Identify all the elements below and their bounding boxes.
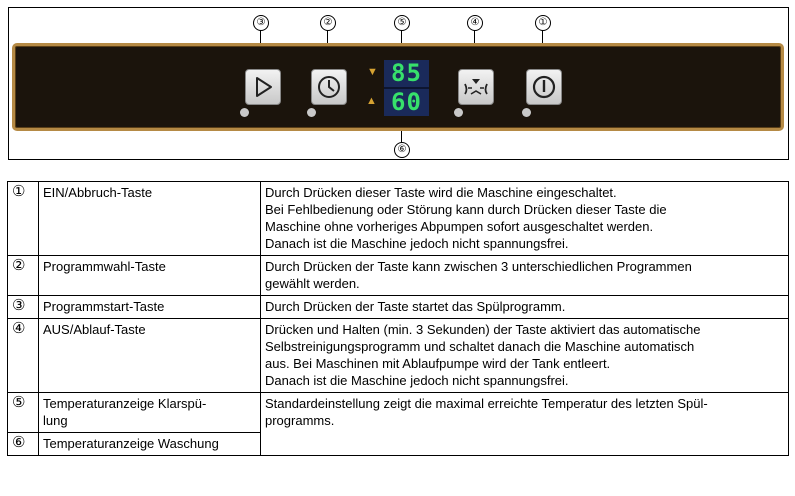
row-label: Programmwahl-Taste (39, 256, 261, 296)
rinse-temperature-value: 85 (391, 59, 422, 87)
row-description (261, 393, 789, 456)
off-drain-button[interactable] (458, 69, 494, 105)
description-line: programms. (265, 413, 335, 428)
callout-2: ② (320, 15, 336, 31)
button-description-table (7, 181, 789, 456)
callout-4: ④ (467, 15, 483, 31)
power-icon (527, 70, 561, 104)
clock-icon (312, 70, 346, 104)
play-icon (246, 70, 280, 104)
row-number: ② (8, 256, 39, 296)
program-led (307, 108, 316, 117)
machine-control-panel (12, 43, 784, 131)
description-line: Danach ist die Maschine jedoch nicht spannungsfrei. (265, 373, 569, 388)
callout-3: ③ (253, 15, 269, 31)
temperature-display (384, 60, 429, 116)
row-label: Programmstart-Taste (39, 296, 261, 319)
callout-1: ① (535, 15, 551, 31)
label-line: Temperaturanzeige Klarspü- (43, 396, 207, 411)
start-led (240, 108, 249, 117)
row-label: EIN/Abbruch-Taste (39, 182, 261, 256)
row-number: ⑤ (8, 393, 39, 433)
row-description (261, 182, 789, 256)
table-row (8, 319, 789, 393)
callout-5: ⑤ (394, 15, 410, 31)
table-row (8, 256, 789, 296)
wash-icon: ▲ (366, 95, 377, 107)
program-start-button[interactable] (245, 69, 281, 105)
description-line: Durch Drücken der Taste kann zwischen 3 unterschiedlichen Programmen (265, 259, 692, 274)
power-led (522, 108, 531, 117)
wash-temperature-value: 60 (391, 88, 422, 116)
description-line: gewählt werden. (265, 276, 360, 291)
row-description (261, 256, 789, 296)
description-line: Durch Drücken der Taste startet das Spülprogramm. (265, 299, 566, 314)
glass-icon: ▼ (367, 66, 378, 78)
description-line: Bei Fehlbedienung oder Störung kann durch Drücken dieser Taste die (265, 202, 667, 217)
description-line: Selbstreinigungsprogramm und schaltet danach die Maschine automatisch (265, 339, 695, 354)
row-number: ③ (8, 296, 39, 319)
table-row (8, 296, 789, 319)
row-description (261, 296, 789, 319)
description-line: Danach ist die Maschine jedoch nicht spannungsfrei. (265, 236, 569, 251)
row-number: ⑥ (8, 433, 39, 456)
label-line: lung (43, 413, 68, 428)
row-label (39, 393, 261, 433)
row-label: AUS/Ablauf-Taste (39, 319, 261, 393)
table-row (8, 393, 789, 433)
table-row (8, 182, 789, 256)
description-line: Maschine ohne vorheriges Abpumpen sofort ausgeschaltet werden. (265, 219, 654, 234)
row-label: Temperaturanzeige Waschung (39, 433, 261, 456)
callout-6: ⑥ (394, 142, 410, 158)
description-line: Standardeinstellung zeigt die maximal erreichte Temperatur des letzten Spül- (265, 396, 708, 411)
drain-led (454, 108, 463, 117)
row-description (261, 319, 789, 393)
description-line: aus. Bei Maschinen mit Ablaufpumpe wird der Tank entleert. (265, 356, 611, 371)
program-select-button[interactable] (311, 69, 347, 105)
row-number: ④ (8, 319, 39, 393)
row-number: ① (8, 182, 39, 256)
drain-icon (459, 70, 493, 104)
description-line: Drücken und Halten (min. 3 Sekunden) der Taste aktiviert das automatische (265, 322, 701, 337)
description-line: Durch Drücken dieser Taste wird die Maschine eingeschaltet. (265, 185, 617, 200)
control-panel-figure (8, 7, 789, 160)
power-abort-button[interactable] (526, 69, 562, 105)
